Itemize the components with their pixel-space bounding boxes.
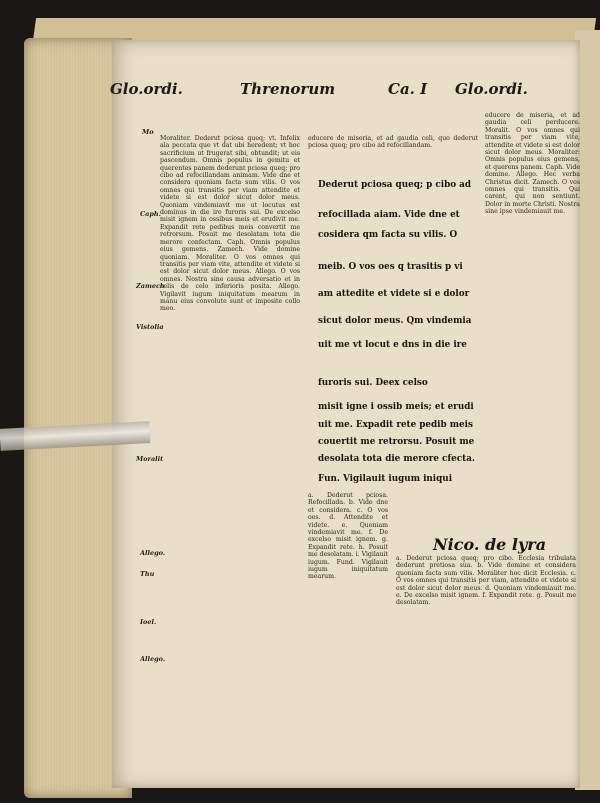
scripture-line: couertit me retrorsu. Posuit me	[318, 437, 475, 447]
scripture-line: cosidera qm facta su vilis. O	[318, 230, 458, 240]
scripture-line: am attedite et videte si e dolor	[318, 289, 470, 299]
running-header	[0, 80, 600, 110]
lyra-commentary-column	[396, 555, 576, 790]
scripture-line: misit igne i ossib meis; et erudi	[318, 402, 474, 412]
center-top-text	[308, 135, 478, 170]
margin-label: Thu	[140, 570, 155, 578]
margin-label: Zamech	[136, 282, 165, 290]
margin-label: Allego.	[140, 655, 166, 663]
right-gloss-text: educere de miseria, et ad gaudia celi perducere. Moralit. O vos omnes qui transitis per viam vite, attendite et videte si est dolor sicut dolor meus. Moraliter: Omnis populus eius gemens, et querens panem. Caph. Vide domine. Allego. Hec verba Christus dicit. Zamech. O vos omnes qui transitis. Qui carent, qui non sentiunt. Dolor in morte Christi. Nostra sine ipse vindemiauit me.	[485, 112, 580, 216]
margin-label: Mo	[142, 128, 154, 136]
header-gloss-right: Glo.ordi.	[455, 80, 528, 98]
header-title: Threnorum	[240, 80, 336, 98]
scripture-line: sicut dolor meus. Qm vindemia	[318, 316, 472, 326]
margin-label: Allego.	[140, 549, 166, 557]
margin-label: Caph.	[140, 210, 161, 218]
header-chapter: Ca. I	[388, 80, 428, 98]
margin-label: Ioel.	[140, 618, 157, 626]
left-gloss-column	[160, 135, 300, 785]
left-gloss-text: Moraliter. Dederut pciosa queq; vt. Infelix ala peccata que vt dat ubi heredent; vt hoc sacrificium ut frugerat sibi, obtundit; ut eis pascendum. Omnis populus in gemitu et querentes panem dederunt pciosa queq; pro cibo ad refocillandam animam. Vide dne et considera quoniam facta sum vilis. O vos omnes qui transitis per viam attendite et videte si est dolor sicut dolor meus. Quoniam vindemiavit me ut locutus est dominus in die ire furoris sui. De excelso misit ignem in ossibus meis et erudivit me. Expandit rete pedibus meis convertit me retrorsum. Posuit me desolatam tota die merore confectam. Caph. Omnis populus eius gemens. Zamech. Vide domine quoniam. Moraliter. O vos omnes qui transitis per viam vite, attendite et videte si est dolor sicut dolor meus. Allego. O vos omnes. Nostra sine causa adversatio et in celis de celo inferioris posita. Allego. Vigilavit iugum iniquitatum mearum in manu eius convolute sunt et imposite collo meo.	[160, 135, 300, 313]
lyra-commentary-text: a. Dederut pciosa queq; pro cibo. Ecclesia tribulata dederunt pretiosa sua. b. Vide domine et considera quoniam facta sum vilis. Moraliter hoc dicit Ecclesia. c. O vos omnes qui transitis per viam, attendite et videte si est dolor sicut dolor meus. d. Quoniam vindemiauit me. e. De excelso misit ignem. f. Expandit rete. g. Posuit me desolatam.	[396, 555, 576, 607]
margin-label: Moralit	[136, 455, 164, 463]
right-gloss-column	[485, 112, 580, 482]
scripture-line: desolata tota die merore cfecta.	[318, 454, 475, 464]
scripture-line: uit me vt locut e dns in die ire	[318, 340, 467, 350]
commentary-heading: Nico. de lyra	[433, 535, 547, 554]
margin-label: Vistolia	[136, 323, 164, 331]
scripture-line: Dederut pciosa queq; p cibo ad	[318, 180, 472, 190]
center-top-paragraph: educere de miseria, et ad gaudia celi, quo dederut pciosa queq; pro cibo ad refocillandam.	[308, 135, 478, 150]
scripture-line: uit me. Expadit rete pedib meis	[318, 420, 473, 430]
scripture-line: refocillada aiam. Vide dne et	[318, 210, 460, 220]
scripture-line: Fun. Vigilauit iugum iniqui	[318, 474, 453, 484]
center-interlinear-text: a. Dederut pciosa. Refocillada. b. Vide dne et considera. c. O vos oes. d. Attendite et videte. e. Quoniam vindemiavit me. f. De excelso misit ignem. g. Expandit rete. h. Posuit me desolatam. i. Vigilauit iugum. Fund. Vigilauit iugum iniquitatum mearum.	[308, 492, 388, 581]
center-interlinear	[308, 492, 388, 581]
scripture-line: meib. O vos oes q trasitis p vi	[318, 262, 463, 272]
scripture-line: furoris sui. Deex celso	[318, 378, 428, 388]
header-gloss-left: Glo.ordi.	[110, 80, 183, 98]
